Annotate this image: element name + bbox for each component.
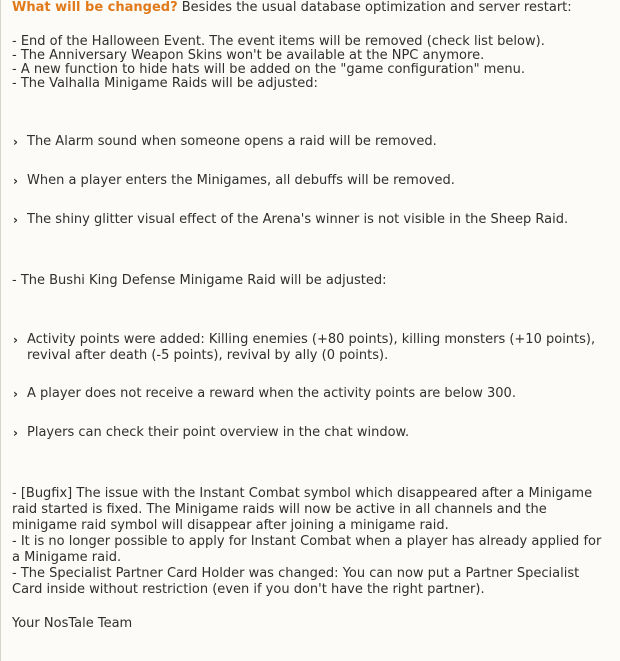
final-note: - The Specialist Partner Card Holder was changed: You can now put a Partner Specialist Card inside without restriction (even if you don't have the right partner). (12, 566, 580, 597)
change-item: - End of the Halloween Event. The event items will be removed (check list below). (12, 34, 545, 49)
bullet-chevron-icon: › (13, 135, 18, 149)
bushi-bullet-item (12, 332, 610, 364)
bullet-text: A player does not receive a reward when the activity points are below 300. (27, 386, 516, 401)
bullet-chevron-icon: › (13, 174, 18, 188)
bullet-text: The Alarm sound when someone opens a raid will be removed. (27, 134, 437, 149)
intro-highlight: What will be changed? (12, 0, 178, 15)
bullet-chevron-icon: › (13, 387, 18, 401)
bullet-chevron-icon: › (13, 213, 18, 227)
bullet-text: Players can check their point overview in the chat window. (27, 425, 410, 440)
final-notes (12, 486, 607, 598)
bushi-bullet-item (12, 386, 610, 402)
valhalla-bullet-item (12, 212, 610, 228)
bullet-chevron-icon: › (13, 333, 18, 347)
change-list (12, 35, 610, 91)
bullet-text: The shiny glitter visual effect of the Arena's winner is not visible in the Sheep Raid. (27, 212, 569, 227)
bushi-heading: - The Bushi King Defense Minigame Raid will be adjusted: (12, 273, 387, 288)
bullet-chevron-icon: › (13, 426, 18, 440)
change-item: - The Valhalla Minigame Raids will be adjusted: (12, 76, 318, 91)
final-note: - [Bugfix] The issue with the Instant Combat symbol which disappeared after a Minigame raid started is fixed. The Minigame raids will now be active in all channels and the minigame raid symbol will disappear after joining a minigame raid. (12, 486, 593, 533)
signature: Your NosTale Team (12, 616, 133, 631)
final-note: - It is no longer possible to apply for Instant Combat when a player has already applied for a Minigame raid. (12, 534, 602, 565)
change-item: - A new function to hide hats will be added on the "game configuration" menu. (12, 62, 525, 77)
bullet-text: When a player enters the Minigames, all debuffs will be removed. (27, 173, 455, 188)
bullet-text: Activity points were added: Killing enemies (+80 points), killing monsters (+10 points), revival after death (-5 points), revival by ally (0 points). (27, 332, 596, 363)
intro-line (12, 0, 610, 16)
valhalla-bullet-item (12, 134, 610, 150)
valhalla-bullet-item (12, 173, 610, 189)
bushi-bullet-item (12, 425, 610, 441)
change-item: - The Anniversary Weapon Skins won't be available at the NPC anymore. (12, 48, 485, 63)
intro-text: Besides the usual database optimization and server restart: (177, 0, 572, 15)
